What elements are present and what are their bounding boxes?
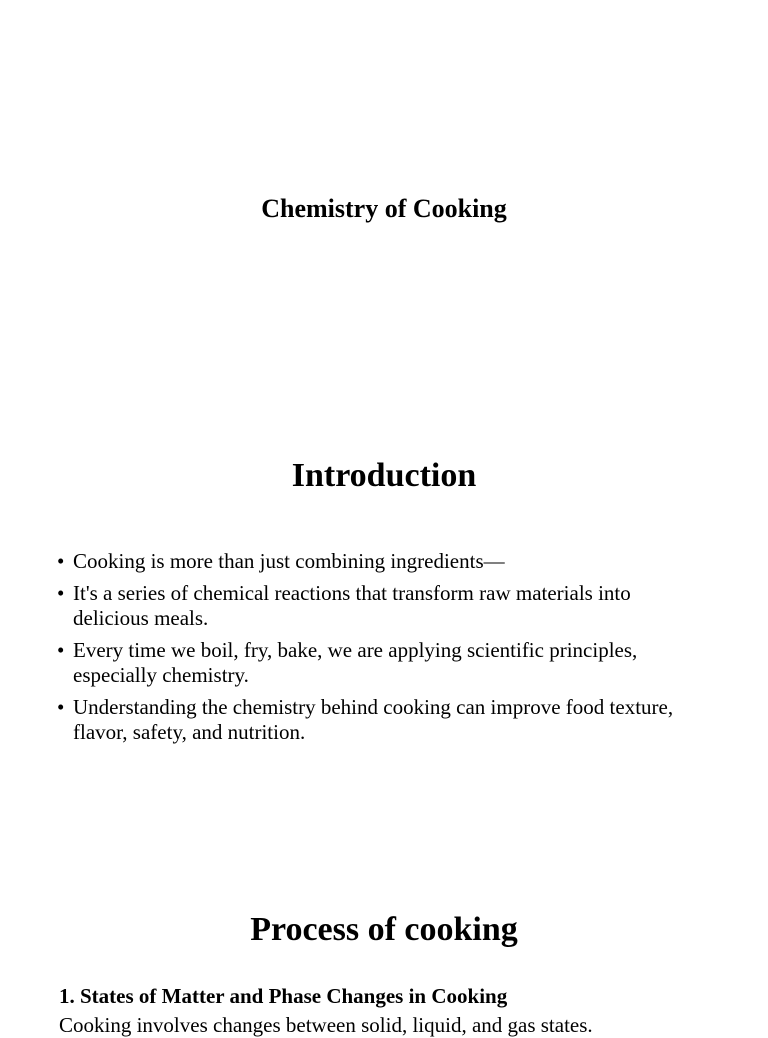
list-item-text: Cooking is more than just combining ingredients—	[73, 549, 505, 573]
list-item	[57, 638, 707, 688]
list-item-text: It's a series of chemical reactions that transform raw materials into delicious meals.	[73, 581, 631, 630]
bullet-icon: •	[57, 695, 65, 719]
states-of-matter-subheading: 1. States of Matter and Phase Changes in Cooking	[59, 984, 508, 1008]
process-heading: Process of cooking	[250, 911, 518, 948]
list-item	[57, 549, 707, 574]
document-title: Chemistry of Cooking	[261, 194, 507, 223]
states-of-matter-paragraph: Cooking involves changes between solid, liquid, and gas states.	[59, 1013, 593, 1037]
bullet-icon: •	[57, 638, 65, 662]
list-item-text: Every time we boil, fry, bake, we are applying scientific principles, especially chemistry.	[73, 638, 638, 687]
bullet-icon: •	[57, 581, 65, 605]
list-item-text: Understanding the chemistry behind cooking can improve food texture, flavor, safety, and nutrition.	[73, 695, 674, 744]
list-item	[57, 695, 707, 745]
bullet-icon: •	[57, 549, 65, 573]
introduction-bullet-list	[57, 549, 707, 752]
introduction-heading: Introduction	[291, 457, 477, 494]
list-item	[57, 581, 707, 631]
